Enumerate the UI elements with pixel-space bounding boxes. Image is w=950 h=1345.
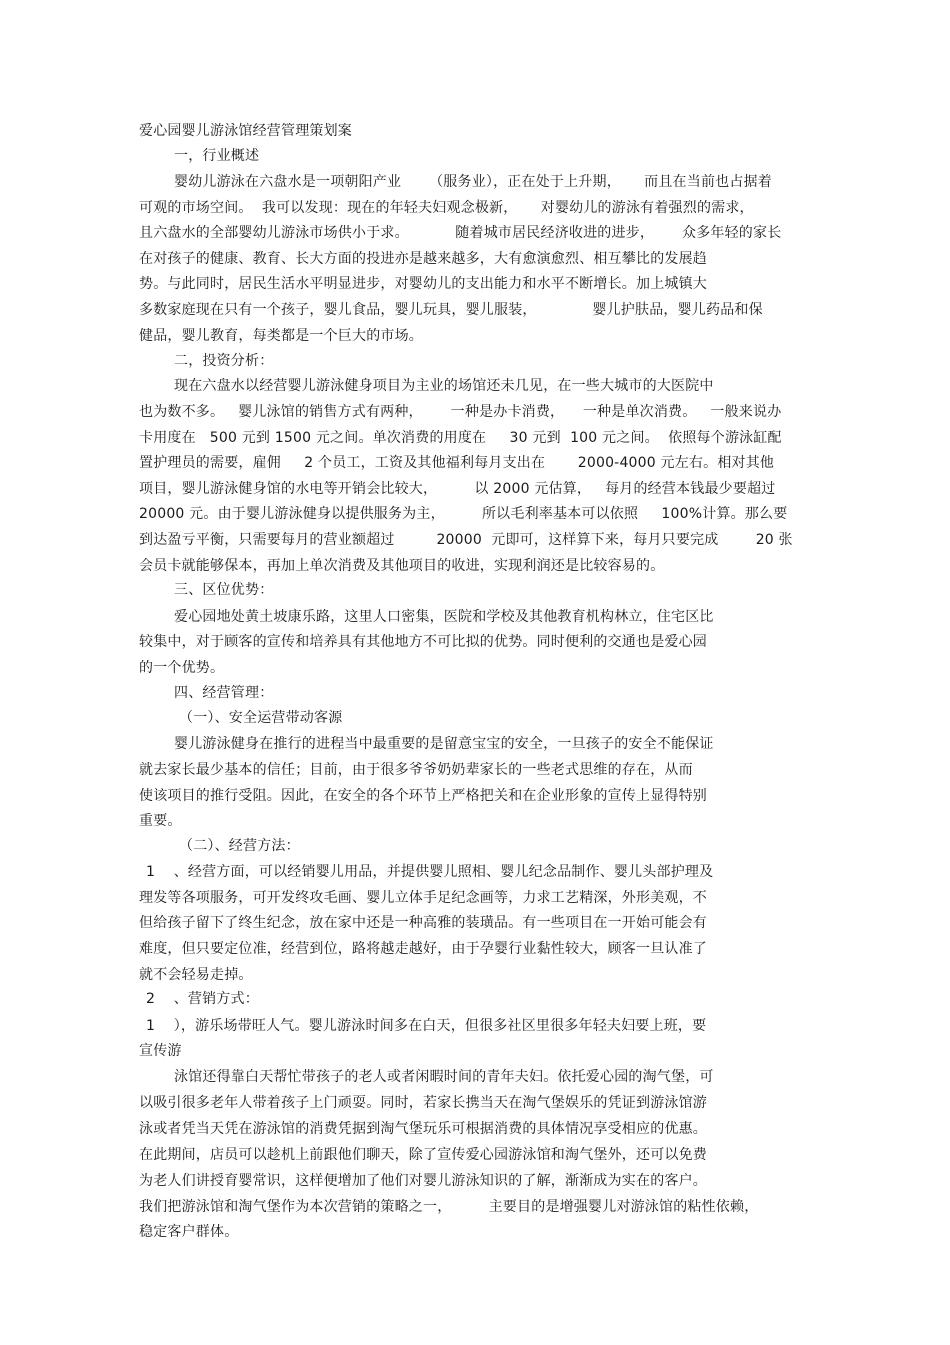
text-line: 项目，婴儿游泳健身馆的水电等开销会比较大， 以 2000 元估算， 每月的经营本钱最少要超过	[139, 481, 776, 497]
text-line: 重要。	[139, 813, 182, 829]
text-line: 泳馆还得靠白天帮忙带孩子的老人或者闲暇时间的青年夫妇。依托爱心园的淘气堡，可	[174, 1069, 714, 1085]
text-line: 爱心园婴儿游泳馆经营管理策划案	[139, 123, 352, 139]
text-line: 宣传游	[139, 1043, 182, 1059]
text-line: 势。与此同时，居民生活水平明显进步，对婴幼儿的支出能力和水平不断增长。加上城镇大	[139, 276, 707, 292]
text-line: 20000 元。由于婴儿游泳健身以提供服务为主， 所以毛利率基本可以依照 100%计算。那么要	[139, 506, 788, 522]
text-line: 1 ），游乐场带旺人气。婴儿游泳时间多在白天，但很多社区里很多年轻夫妇要上班，要	[146, 1018, 707, 1034]
text-line: 可观的市场空间。 我可以发现：现在的年轻夫妇观念极新， 对婴幼儿的游泳有着强烈的需求，	[139, 200, 754, 216]
text-line: 稳定客户群体。	[139, 1224, 239, 1240]
text-line: 就不会轻易走掉。	[139, 967, 253, 983]
text-line: 较集中，对于顾客的宣传和培养具有其他地方不可比拟的优势。同时便利的交通也是爱心园	[139, 634, 707, 650]
text-line: 2 、营销方式：	[146, 991, 259, 1007]
text-line: 难度，但只要定位准，经营到位，路将越走越好，由于孕婴行业黏性较大，顾客一旦认准了	[139, 941, 707, 957]
text-line: 但给孩子留下了终生纪念，放在家中还是一种高雅的装璜品。有一些项目在一开始可能会有	[139, 915, 707, 931]
text-line: 到达盈亏平衡，只需要每月的营业额超过 20000 元即可，这样算下来，每月只要完成 20 张	[139, 532, 793, 548]
text-line: 会员卡就能够保本，再加上单次消费及其他项目的收进，实现利润还是比较容易的。	[139, 558, 665, 574]
text-line: 置护理员的需要，雇佣 2 个员工，工资及其他福利每月支出在 2000-4000 元左右。相对其他	[139, 455, 775, 471]
text-line: 爱心园地处黄土坡康乐路，这里人口密集，医院和学校及其他教育机构林立，住宅区比	[174, 609, 714, 625]
text-line: （二）、经营方法：	[179, 838, 300, 854]
text-line: 泳或者凭当天凭在游泳馆的消费凭据到淘气堡玩乐可根据消费的具体情况享受相应的优惠。	[139, 1121, 707, 1137]
text-line: 婴儿游泳健身在推行的进程当中最重要的是留意宝宝的安全，一旦孩子的安全不能保证	[174, 736, 714, 752]
text-line: 婴幼儿游泳在六盘水是一项朝阳产业 （服务业），正在处于上升期， 而且在当前也占据着	[174, 174, 772, 190]
text-line: 1 、经营方面，可以经销婴儿用品，并提供婴儿照相、婴儿纪念品制作、婴儿头部护理及	[146, 864, 714, 880]
text-line: 一，行业概述	[174, 148, 260, 164]
text-line: 我们把游泳馆和淘气堡作为本次营销的策略之一， 主要目的是增强婴儿对游泳馆的粘性依赖，	[139, 1199, 759, 1215]
text-line: 三、区位优势：	[174, 582, 274, 598]
text-line: 理发等各项服务，可开发终攻毛画、婴儿立体手足纪念画等，力求工艺精深，外形美观，不	[139, 890, 707, 906]
text-line: 卡用度在 500 元到 1500 元之间。单次消费的用度在 30 元到 100 元之间。 依照每个游泳缸配	[139, 430, 782, 446]
text-line: 在此期间，店员可以趁机上前跟他们聊天，除了宣传爱心园游泳馆和淘气堡外，还可以免费	[139, 1147, 707, 1163]
text-line: （一）、安全运营带动客源	[179, 710, 343, 726]
text-line: 以吸引很多老年人带着孩子上门顽耍。同时，若家长携当天在淘气堡娱乐的凭证到游泳馆游	[139, 1095, 707, 1111]
text-line: 为老人们讲授育婴常识，这样便增加了他们对婴儿游泳知识的了解，渐渐成为实在的客户。	[139, 1173, 707, 1189]
text-line: 且六盘水的全部婴幼儿游泳市场供小于求。 随着城市居民经济收进的进步， 众多年轻的家长	[139, 225, 782, 241]
text-line: 四、经营管理：	[174, 685, 274, 701]
text-line: 健品，婴儿教育，每类都是一个巨大的市场。	[139, 328, 423, 344]
text-line: 使该项目的推行受阻。因此，在安全的各个环节上严格把关和在企业形象的宣传上显得特别	[139, 788, 707, 804]
text-line: 在对孩子的健康、教育、长大方面的投进亦是越来越多，大有愈演愈烈、相互攀比的发展趋	[139, 251, 707, 267]
text-line: 二，投资分析：	[174, 353, 274, 369]
text-line: 现在六盘水以经营婴儿游泳健身项目为主业的场馆还未几见，在一些大城市的大医院中	[174, 378, 714, 394]
text-line: 的一个优势。	[139, 660, 225, 676]
text-line: 多数家庭现在只有一个孩子，婴儿食品，婴儿玩具，婴儿服装， 婴儿护肤品，婴儿药品和保	[139, 302, 763, 318]
text-line: 也为数不多。 婴儿泳馆的销售方式有两种， 一种是办卡消费， 一种是单次消费。 一般来说办	[139, 404, 782, 420]
text-line: 就去家长最少基本的信任；目前，由于很多爷爷奶奶辈家长的一些老式思维的存在，从而	[139, 762, 693, 778]
